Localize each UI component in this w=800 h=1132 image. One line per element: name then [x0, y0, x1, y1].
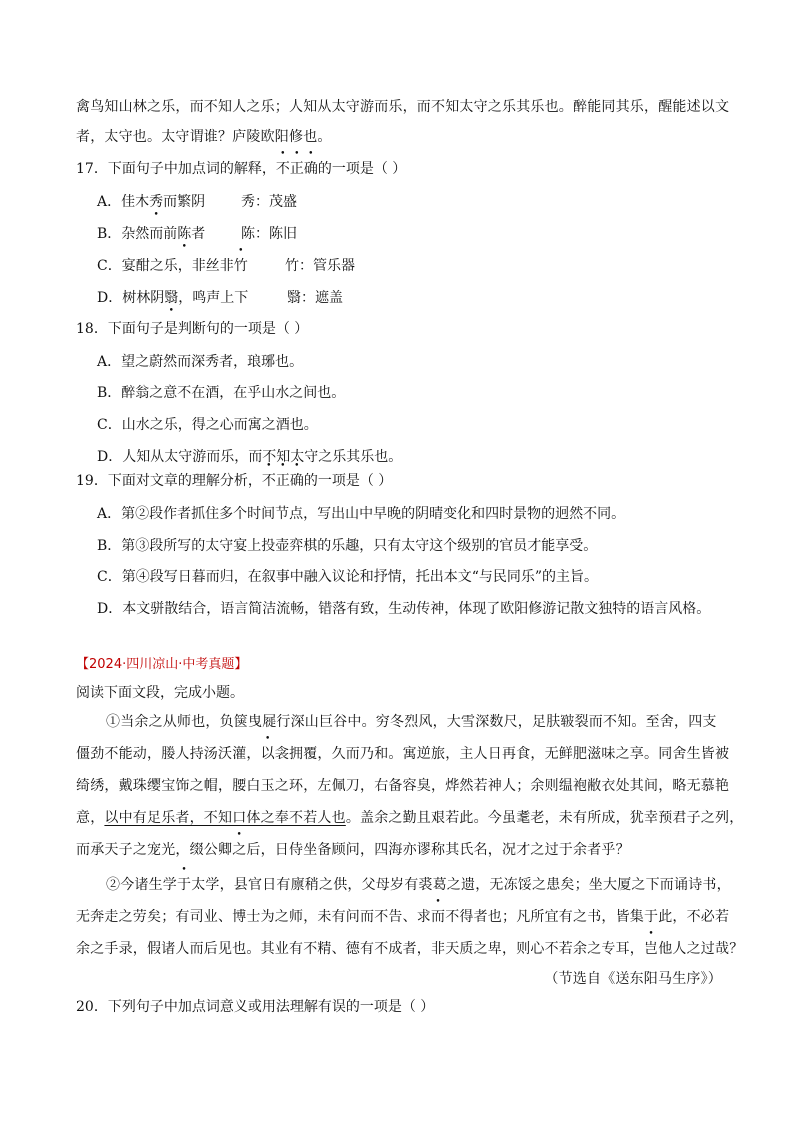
question-20-stem: 20．下列句子中加点词意义或用法理解有误的一项是（ ） — [76, 999, 435, 1015]
option-gloss: 秀：茂盛 — [241, 194, 297, 210]
question-19-stem-text: 19．下面对文章的理解分析， — [76, 473, 262, 489]
option-text: ，鸣声上下 — [178, 290, 249, 306]
emphasis-dot-char: 不 — [261, 473, 276, 489]
passage-continuation-line-2: 者，太守也。太守谓谁？庐陵欧阳修也。 — [76, 129, 332, 145]
question-19-option-c: C．第④段写日暮而归，在叙事中融入议论和抒情，托出本文“与民同乐”的主旨。 — [97, 569, 599, 585]
question-17-stem-suffix: 的一项是（ ） — [317, 161, 407, 177]
passage-text: ②今诸生学 — [106, 877, 177, 893]
emphasis-dot-char: 不 — [275, 161, 290, 177]
emphasis-dot-char: 确 — [303, 161, 318, 177]
dotted-word: 于 — [177, 877, 192, 893]
passage-text: 他人之过哉？ — [658, 941, 744, 957]
passage-text: 而承天子之宠光，缀公卿 — [76, 842, 233, 858]
question-19-option-d: D．本文骈散结合，语言简洁流畅，错落有致，生动传神，体现了欧阳修游记散文独特的语言风格。 — [97, 601, 711, 617]
question-18-stem: 18．下面句子是判断句的一项是（ ） — [76, 321, 309, 337]
passage-text: 衾拥覆，久而乃和。寓逆旅，主人日再食，无鲜肥滋味之享。同舍生皆被 — [274, 746, 730, 762]
question-19-option-b: B．第③段所写的太守宴上投壶弈棋的乐趣，只有太守这个级别的官员才能享受。 — [97, 538, 598, 554]
passage-continuation-line-1: 禽鸟知山林之乐，而不知人之乐；人知从太守游而乐，而不知太守之乐其乐也。醉能同其乐，醒能述以文 — [76, 99, 730, 115]
question-19-stem-suffix: 的一项是（ ） — [303, 473, 393, 489]
source-tag: 【2024·四川凉山·中考真题】 — [76, 657, 248, 672]
question-18-option-a: A．望之蔚然而深秀者，琅琊也。 — [97, 354, 304, 370]
option-text: 而繁阴 — [163, 194, 206, 210]
passage-text: 僵劲不能动，媵人持汤沃灌， — [76, 746, 261, 762]
dotted-word: 翳 — [164, 290, 179, 306]
passage-text: 后，日侍坐备顾问，四海亦谬称其氏名，况才之过于余者乎？ — [246, 842, 630, 858]
question-19-stem — [76, 472, 392, 490]
option-text: D．树林阴 — [97, 290, 165, 306]
question-19-option-a: A．第②段作者抓住多个时间节点，写出山中早晚的阴晴变化和四时景物的迥然不同。 — [97, 506, 626, 522]
passage-text: 意， — [76, 810, 105, 826]
option-gloss: 翳：遮盖 — [287, 290, 343, 306]
passage-p1-line-1: ①当余之从师也，负箧曳屣行深山巨谷中。穷冬烈风，大雪深数尺，足肤皲裂而不知。至舍，四支 — [106, 714, 717, 730]
dotted-word: 而 — [431, 909, 446, 925]
dotted-word: 秀 — [149, 194, 164, 210]
passage-p1-line-2 — [76, 745, 729, 763]
passage-text: 无奔走之劳矣；有司业、博士为之师，未有问而不告、求 — [76, 909, 431, 925]
question-18-option-c: C．山水之乐，得之心而寓之酒也。 — [97, 417, 318, 433]
dotted-word: 竹 — [233, 258, 248, 274]
option-text: 者 — [191, 226, 206, 242]
question-17-option-d — [97, 289, 343, 307]
passage-text: 余之手录，假诸人而后见也。其业有不精、德有不成者，非天质之卑，则心不若余之专耳， — [76, 941, 644, 957]
option-text: A．佳木 — [97, 194, 150, 210]
emphasis-dot-char: 确 — [289, 473, 304, 489]
question-18-option-d: D．人知从太守游而乐，而不知太守之乐其乐也。 — [97, 449, 403, 465]
question-18-option-b: B．醉翁之意不在酒，在乎山水之间也。 — [97, 385, 346, 401]
emphasis-dot-char: 正 — [289, 161, 304, 177]
passage-p1-line-3: 绮绣，戴珠缨宝饰之帽，腰白玉之环，左佩刀，右备容臭，烨然若神人；余则缊袍敝衣处其间，略无慕艳 — [76, 778, 730, 794]
question-17-stem-text: 17．下面句子中加点词的解释， — [76, 161, 276, 177]
passage-p2-line-2 — [76, 908, 729, 926]
question-17-option-c — [97, 257, 355, 275]
dotted-word: 之 — [232, 842, 247, 858]
dotted-word: 陈 — [177, 226, 192, 242]
option-gloss: 陈：陈旧 — [241, 226, 297, 242]
reading-instruction: 阅读下面文段，完成小题。 — [76, 685, 244, 701]
underlined-sentence: 以中有足乐者，不知口体之奉不若人也 — [104, 810, 346, 826]
passage-text: 太学，县官日有廪稍之供，父母岁有裘葛之遗，无冻馁之患矣；坐大厦之下而诵诗书， — [191, 877, 731, 893]
question-17-stem — [76, 160, 406, 178]
emphasis-dot-char: 正 — [275, 473, 290, 489]
dotted-word: 以 — [260, 746, 275, 762]
question-17-option-b — [97, 225, 297, 243]
passage-text: 不得者也；凡所宜有之书，皆集于此，不必若 — [445, 909, 730, 925]
option-gloss: 竹：管乐器 — [285, 258, 355, 274]
question-17-option-a — [97, 193, 297, 211]
passage-p1-line-4 — [76, 809, 743, 827]
passage-p2-line-3 — [76, 940, 743, 958]
option-text: C．宴酣之乐，非丝非 — [97, 258, 234, 274]
option-text: B．杂然而前 — [97, 226, 178, 242]
dotted-word: 岂 — [644, 941, 659, 957]
passage-text: 。盖余之勤且艰若此。今虽耄老，未有所成，犹幸预君子之列， — [345, 810, 744, 826]
passage-p2-line-1 — [106, 876, 731, 894]
passage-citation: （节选自《送东阳马生序》） — [544, 971, 722, 987]
passage-p1-line-5 — [76, 841, 630, 859]
